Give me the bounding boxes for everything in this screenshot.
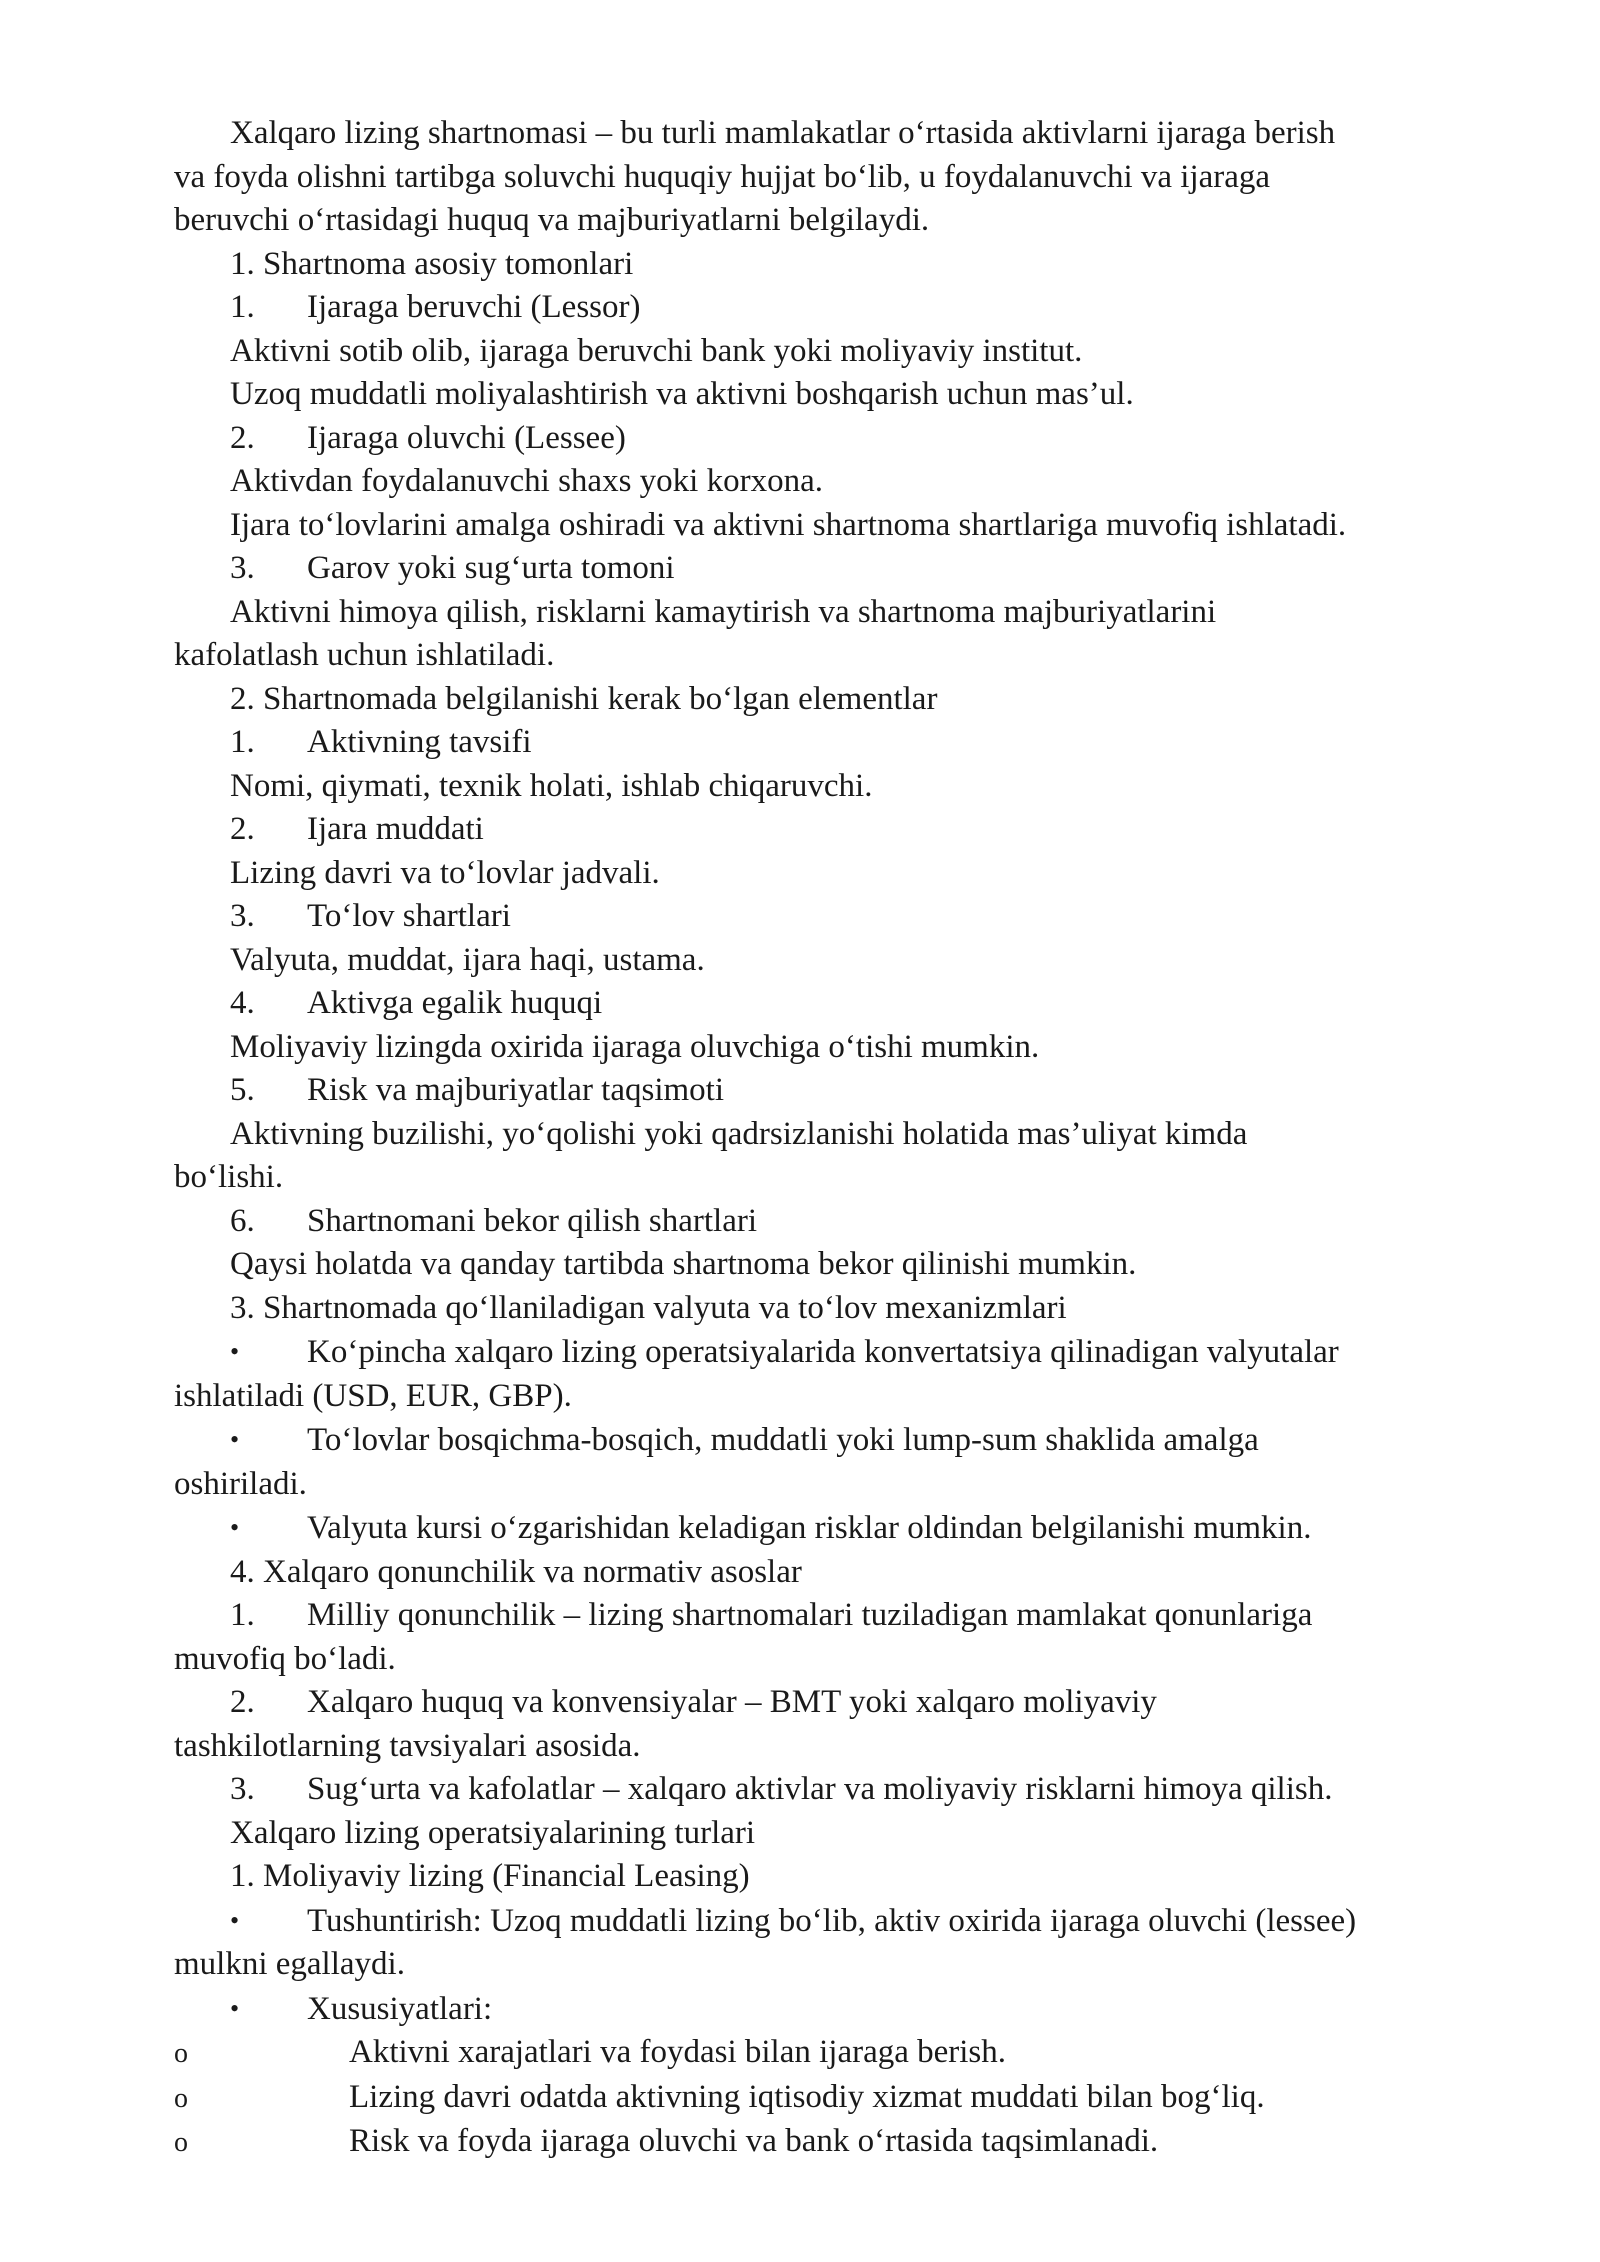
s2-item-3 bbox=[174, 895, 1510, 939]
s2-item-3-number: 3. bbox=[230, 898, 255, 934]
s4-item-1-number: 1. bbox=[230, 1597, 255, 1633]
s2-item-5 bbox=[174, 1069, 1510, 1113]
s1-item-2 bbox=[174, 417, 1510, 461]
t1-bullet-2 bbox=[174, 1987, 1510, 2032]
s2-item-1-title: Aktivning tavsifi bbox=[307, 724, 532, 760]
s3-bullet-2-text: To‘lovlar bosqichma-bosqich, muddatli yoki lump-sum shaklida amalga bbox=[307, 1422, 1259, 1458]
s4-item-2 bbox=[174, 1681, 1510, 1725]
bullet-dot-icon: • bbox=[230, 1993, 240, 2023]
s4-item-3-text: Sug‘urta va kafolatlar – xalqaro aktivlar va moliyaviy risklarni himoya qilish. bbox=[307, 1771, 1333, 1807]
s1-item-2-line-1: Aktivdan foydalanuvchi shaxs yoki korxona. bbox=[230, 463, 823, 499]
s2-item-6-line: Qaysi holatda va qanday tartibda shartnoma bekor qilinishi mumkin. bbox=[230, 1246, 1137, 1282]
t1-bullet-1 bbox=[174, 1899, 1510, 1944]
t1-sub-2-text: Lizing davri odatda aktivning iqtisodiy xizmat muddati bilan bog‘liq. bbox=[349, 2078, 1265, 2115]
s2-item-6-number: 6. bbox=[230, 1202, 255, 1239]
s2-item-2 bbox=[174, 808, 1510, 852]
s2-item-2-number: 2. bbox=[230, 811, 255, 847]
s4-item-2-text: Xalqaro huquq va konvensiyalar – BMT yoki xalqaro moliyaviy bbox=[307, 1684, 1157, 1720]
s1-item-2-line-2: Ijara to‘lovlarini amalga oshiradi va aktivni shartnoma shartlariga muvofiq ishlatadi. bbox=[230, 506, 1347, 543]
s2-item-2-title: Ijara muddati bbox=[307, 811, 484, 847]
s1-item-2-title: Ijaraga oluvchi (Lessee) bbox=[307, 419, 626, 456]
s1-item-1-title: Ijaraga beruvchi (Lessor) bbox=[307, 289, 641, 325]
t1-sub-3 bbox=[174, 2120, 1510, 2165]
s1-item-1-line-2: Uzoq muddatli moliyalashtirish va aktivni boshqarish uchun mas’ul. bbox=[230, 376, 1134, 412]
s2-item-2-line: Lizing davri va to‘lovlar jadvali. bbox=[230, 854, 660, 891]
s4-item-1 bbox=[174, 1594, 1510, 1638]
s2-item-4 bbox=[174, 982, 1510, 1026]
bullet-dot-icon: • bbox=[230, 1513, 240, 1542]
s3-bullet-1-text: Ko‘pincha xalqaro lizing operatsiyalarida konvertatsiya qilinadigan valyutalar bbox=[307, 1334, 1339, 1370]
s2-item-4-number: 4. bbox=[230, 985, 255, 1021]
intro-line-1: Xalqaro lizing shartnomasi – bu turli mamlakatlar o‘rtasida aktivlarni ijaraga berish bbox=[230, 115, 1336, 151]
s4-item-2-wrap: tashkilotlarning tavsiyalari asosida. bbox=[174, 1727, 641, 1764]
s2-item-3-line: Valyuta, muddat, ijara haqi, ustama. bbox=[230, 941, 705, 978]
type-1-heading: 1. Moliyaviy lizing (Financial Leasing) bbox=[230, 1858, 750, 1894]
s1-item-3-wrap: kafolatlash uchun ishlatiladi. bbox=[174, 637, 555, 673]
s3-bullet-2-wrap: oshiriladi. bbox=[174, 1465, 307, 1502]
section-4-heading: 4. Xalqaro qonunchilik va normativ asoslar bbox=[230, 1553, 802, 1590]
s4-item-1-wrap: muvofiq bo‘ladi. bbox=[174, 1640, 396, 1677]
s1-item-3 bbox=[174, 547, 1510, 591]
s1-item-3-title: Garov yoki sug‘urta tomoni bbox=[307, 550, 675, 586]
s2-item-1-line: Nomi, qiymati, texnik holati, ishlab chiqaruvchi. bbox=[230, 767, 873, 804]
bullet-dot-icon: • bbox=[230, 1905, 240, 1935]
s3-bullet-1-wrap: ishlatiladi (USD, EUR, GBP). bbox=[174, 1377, 572, 1414]
s2-item-5-line: Aktivning buzilishi, yo‘qolishi yoki qadrsizlanishi holatida mas’uliyat kimda bbox=[230, 1115, 1248, 1152]
s1-item-3-line-1: Aktivni himoya qilish, risklarni kamaytirish va shartnoma majburiyatlarini bbox=[230, 593, 1217, 630]
circle-bullet-icon: o bbox=[174, 2038, 188, 2069]
s4-item-2-number: 2. bbox=[230, 1684, 255, 1720]
s4-item-3-number: 3. bbox=[230, 1771, 255, 1807]
bullet-dot-icon: • bbox=[230, 1425, 240, 1454]
t1-sub-3-text: Risk va foyda ijaraga oluvchi va bank o‘rtasida taqsimlanadi. bbox=[349, 2123, 1159, 2159]
t1-bullet-1-wrap: mulkni egallaydi. bbox=[174, 1946, 405, 1982]
s3-bullet-2 bbox=[174, 1418, 1510, 1463]
s2-item-1 bbox=[174, 721, 1510, 765]
s4-item-3 bbox=[174, 1768, 1510, 1812]
t1-sub-2 bbox=[174, 2076, 1510, 2121]
section-2-heading: 2. Shartnomada belgilanishi kerak bo‘lgan elementlar bbox=[230, 680, 938, 717]
intro-line-3: beruvchi o‘rtasidagi huquq va majburiyatlarni belgilaydi. bbox=[174, 202, 930, 238]
s1-item-3-number: 3. bbox=[230, 550, 255, 586]
intro-line-2: va foyda olishni tartibga soluvchi huquqiy hujjat bo‘lib, u foydalanuvchi va ijaraga bbox=[174, 158, 1271, 195]
s3-bullet-3 bbox=[174, 1506, 1510, 1551]
s1-item-1-line-1: Aktivni sotib olib, ijaraga beruvchi bank yoki moliyaviy institut. bbox=[230, 332, 1083, 369]
s2-item-4-title: Aktivga egalik huquqi bbox=[307, 985, 603, 1021]
s1-item-2-number: 2. bbox=[230, 419, 255, 456]
t1-sub-1 bbox=[174, 2031, 1510, 2076]
t1-bullet-1-text: Tushuntirish: Uzoq muddatli lizing bo‘lib, aktiv oxirida ijaraga oluvchi (lessee) bbox=[307, 1902, 1357, 1939]
s2-item-6-title: Shartnomani bekor qilish shartlari bbox=[307, 1202, 757, 1239]
circle-bullet-icon: o bbox=[174, 2127, 188, 2158]
bullet-dot-icon: • bbox=[230, 1337, 240, 1366]
section-1-heading: 1. Shartnoma asosiy tomonlari bbox=[230, 245, 634, 282]
s2-item-5-title: Risk va majburiyatlar taqsimoti bbox=[307, 1072, 725, 1108]
section-3-heading: 3. Shartnomada qo‘llaniladigan valyuta va to‘lov mexanizmlari bbox=[230, 1289, 1067, 1326]
s2-item-5-number: 5. bbox=[230, 1072, 255, 1108]
s1-item-1 bbox=[174, 286, 1510, 330]
types-heading: Xalqaro lizing operatsiyalarining turlari bbox=[230, 1814, 756, 1851]
s3-bullet-1 bbox=[174, 1330, 1510, 1375]
s4-item-1-text: Milliy qonunchilik – lizing shartnomalari tuziladigan mamlakat qonunlariga bbox=[307, 1597, 1313, 1633]
t1-sub-1-text: Aktivni xarajatlari va foydasi bilan ijaraga berish. bbox=[349, 2034, 1007, 2070]
s2-item-1-number: 1. bbox=[230, 724, 255, 760]
circle-bullet-icon: o bbox=[174, 2082, 188, 2114]
s2-item-6 bbox=[174, 1200, 1510, 1244]
s2-item-4-line: Moliyaviy lizingda oxirida ijaraga oluvchiga o‘tishi mumkin. bbox=[230, 1028, 1040, 1065]
s2-item-5-wrap: bo‘lishi. bbox=[174, 1159, 284, 1195]
s2-item-3-title: To‘lov shartlari bbox=[307, 898, 511, 934]
t1-bullet-2-text: Xususiyatlari: bbox=[307, 1990, 493, 2027]
s1-item-1-number: 1. bbox=[230, 289, 255, 325]
s3-bullet-3-text: Valyuta kursi o‘zgarishidan keladigan risklar oldindan belgilanishi mumkin. bbox=[307, 1510, 1312, 1546]
